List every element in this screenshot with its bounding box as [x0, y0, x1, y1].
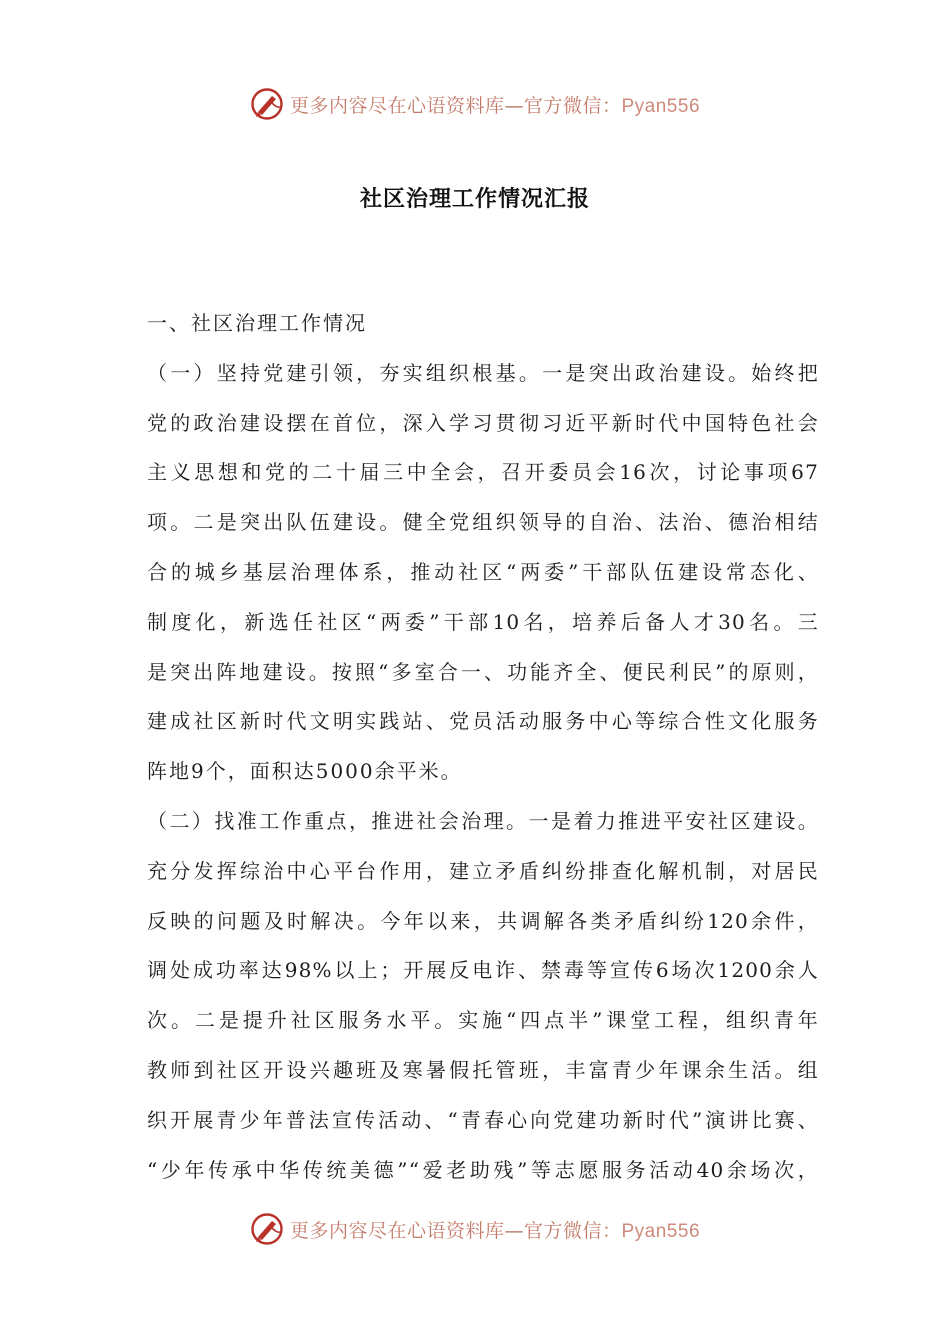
watermark-banner-top [0, 84, 950, 124]
paragraph-line: 党的政治建设摆在首位，深入学习贯彻习近平新时代中国特色社会 [147, 410, 819, 435]
pen-circle-logo-icon [250, 1212, 284, 1246]
pen-circle-logo-icon [250, 87, 284, 121]
paragraph-line: “少年传承中华传统美德”“爱老助残”等志愿服务活动40余场次， [147, 1157, 819, 1182]
paragraph-line: 是突出阵地建设。按照“多室合一、功能齐全、便民利民”的原则， [147, 659, 819, 684]
paragraph-line: 项。二是突出队伍建设。健全党组织领导的自治、法治、德治相结 [147, 510, 819, 535]
paragraph-line: 合的城乡基层治理体系，推动社区“两委”干部队伍建设常态化、 [147, 559, 819, 584]
document-title: 社区治理工作情况汇报 [359, 186, 590, 212]
watermark-text: 更多内容尽在心语资料库—官方微信：Pyan556 [289, 1219, 701, 1242]
paragraph-line: 次。二是提升社区服务水平。实施“四点半”课堂工程，组织青年 [147, 1008, 819, 1033]
watermark-text: 更多内容尽在心语资料库—官方微信：Pyan556 [289, 94, 701, 117]
paragraph-line: 反映的问题及时解决。今年以来，共调解各类矛盾纠纷120余件， [147, 908, 819, 933]
paragraph-line: 调处成功率达98%以上；开展反电诈、禁毒等宣传6场次1200余人 [147, 958, 819, 983]
paragraph-line: 教师到社区开设兴趣班及寒暑假托管班，丰富青少年课余生活。组 [147, 1057, 819, 1082]
paragraph-line: （一）坚持党建引领，夯实组织根基。一是突出政治建设。始终把 [147, 360, 819, 385]
paragraph-line: 主义思想和党的二十届三中全会，召开委员会16次，讨论事项67 [147, 460, 819, 485]
paragraph-line: 建成社区新时代文明实践站、党员活动服务中心等综合性文化服务 [147, 709, 819, 734]
paragraph-line: 阵地9个，面积达5000余平米。 [147, 759, 463, 784]
watermark-banner-bottom [0, 1209, 950, 1249]
section-heading: 一、社区治理工作情况 [147, 311, 367, 335]
paragraph-line: 织开展青少年普法宣传活动、“青春心向党建功新时代”演讲比赛、 [147, 1107, 819, 1132]
paragraph-line: 充分发挥综治中心平台作用，建立矛盾纠纷排查化解机制，对居民 [147, 858, 819, 883]
document-body [147, 299, 819, 1195]
paragraph-line: 制度化，新选任社区“两委”干部10名，培养后备人才30名。三 [147, 609, 819, 634]
paragraph-line: （二）找准工作重点，推进社会治理。一是着力推进平安社区建设。 [147, 808, 819, 833]
